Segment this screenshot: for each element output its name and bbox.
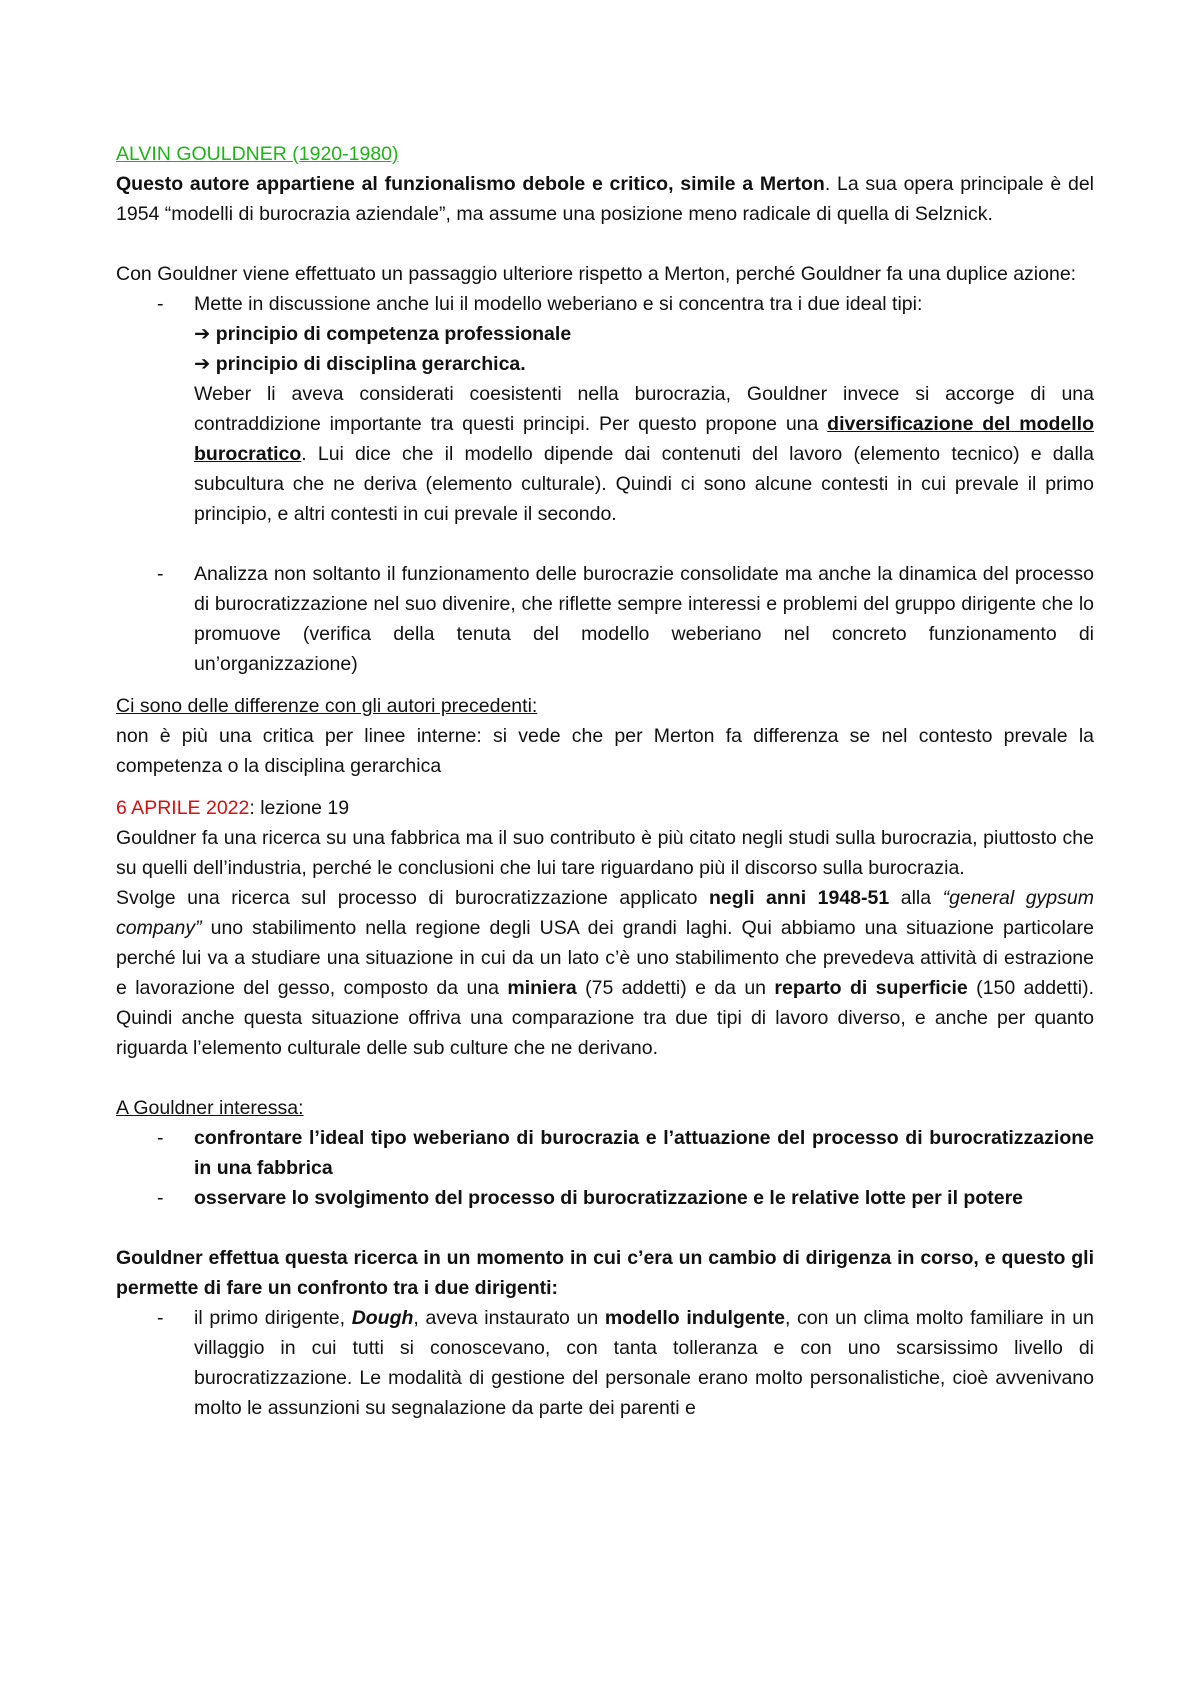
interessa-item-1: confrontare l’ideal tipo weberiano di burocrazia e l’attuazione del processo di burocratizzazione in una fabbrica: [194, 1127, 1094, 1179]
dirigenti-list: [116, 1303, 1094, 1423]
differenze-paragraph: non è più una critica per linee interne: si vede che per Merton fa differenza se nel contesto prevale la competenza o la disciplina gerarchica: [116, 725, 1094, 777]
document-body: [116, 139, 1094, 1423]
diversificazione-text: diversificazione del modello burocratico: [194, 413, 1094, 465]
weber-text-a: Weber li aveva considerati coesistenti nella burocrazia, Gouldner invece si accorge di una contraddizione importante tra questi principi. Per questo propone una: [194, 383, 1094, 435]
svolge-miniera: miniera: [507, 977, 577, 999]
lesson-date: 6 APRILE 2022: [116, 797, 250, 819]
passaggio-paragraph: Con Gouldner viene effettuato un passaggio ulteriore rispetto a Merton, perché Gouldner fa una duplice azione:: [116, 263, 1077, 285]
fabbrica-paragraph: Gouldner fa una ricerca su una fabbrica ma il suo contributo è più citato negli studi sulla burocrazia, piuttosto che su quelli dell’industria, perché le conclusioni che lui tare riguardano più il discorso sulla burocrazia.: [116, 827, 1094, 879]
svolge-g: (75 addetti) e da un: [576, 977, 775, 999]
arrow-line-disciplina: [194, 349, 1094, 379]
lesson-line: [116, 793, 1094, 823]
title-text: ALVIN GOULDNER (1920-1980): [116, 143, 399, 165]
arrow-text-disciplina: principio di disciplina gerarchica.: [215, 353, 526, 375]
effettua-paragraph: [116, 1243, 1094, 1303]
bullet-dash: -: [157, 1307, 164, 1329]
dirigente-c: , aveva instaurato un: [413, 1307, 605, 1329]
interessa-heading-text: A Gouldner interessa:: [116, 1097, 304, 1119]
item2-text: Analizza non soltanto il funzionamento delle burocrazie consolidate ma anche la dinamica del processo di burocratizzazione nel suo divenire, che riflette sempre interessi e problemi del gruppo dirigente che lo promuove (verifica della tenuta del modello weberiano nel concreto funzionamento di un’organizzazione): [194, 563, 1094, 675]
svolge-company: “general gypsum company”: [116, 887, 1094, 939]
item1-text: Mette in discussione anche lui il modello weberiano e si concentra tra i due ideal tipi:: [194, 293, 923, 315]
bullet-dash: -: [157, 1127, 164, 1149]
bullet-dash: -: [157, 563, 164, 585]
weber-text-b: . Lui dice che il modello dipende dai contenuti del lavoro (elemento tecnico) e dalla subcultura che ne deriva (elemento culturale). Quindi ci sono alcune contesti in cui prevale il primo principio, e altri contesti in cui prevale il secondo.: [194, 443, 1094, 525]
intro-bold: Questo autore appartiene al funzionalismo debole e critico, simile a Merton: [116, 173, 825, 195]
list-item: [116, 1183, 1094, 1213]
lesson-label: : lezione 19: [249, 797, 350, 819]
azioni-list: [116, 289, 1094, 529]
list-item: [116, 1303, 1094, 1423]
arrow-text-competenza: principio di competenza professionale: [215, 323, 572, 345]
svolge-reparto: reparto di superficie: [774, 977, 968, 999]
interessa-list: [116, 1123, 1094, 1213]
interessa-item-2: osservare lo svolgimento del processo di burocratizzazione e le relative lotte per il potere: [194, 1187, 1024, 1209]
document-title: [116, 139, 1094, 169]
svolge-i: (150 addetti). Quindi anche questa situazione offriva una comparazione tra due tipi di lavoro diverso, e anche per quanto riguarda l’elemento culturale delle sub culture che ne derivano.: [116, 977, 1094, 1059]
svolge-e: uno stabilimento nella regione degli USA dei grandi laghi. Qui abbiamo una situazione particolare perché lui va a studiare una situazione in cui da un lato c’è uno stabilimento che prevedeva attività di estrazione e lavorazione del gesso, composto da una: [116, 917, 1094, 999]
bullet-dash: -: [157, 1187, 164, 1209]
list-item: [116, 559, 1094, 679]
weber-paragraph: [194, 379, 1094, 529]
svolge-paragraph: [116, 883, 1094, 1063]
intro-rest: . La sua opera principale è del 1954 “modelli di burocrazia aziendale”, ma assume una posizione meno radicale di quella di Selznick.: [116, 173, 1094, 225]
svolge-a: Svolge una ricerca sul processo di burocratizzazione applicato: [116, 887, 709, 909]
differenze-heading: [116, 691, 1094, 721]
arrow-icon: ➔: [194, 353, 211, 375]
svolge-anni: negli anni 1948-51: [709, 887, 890, 909]
dirigente-modello: modello indulgente: [604, 1307, 785, 1329]
dirigente-e: , con un clima molto familiare in un villaggio in cui tutti si conoscevano, con tanta tolleranza e con uno scarsissimo livello di burocratizzazione. Le modalità di gestione del personale erano molto personalistiche, cioè avvenivano molto le assunzioni su segnalazione da parte dei parenti e: [194, 1307, 1094, 1419]
dirigente-dough: Dough: [351, 1307, 414, 1329]
list-item: [116, 289, 1094, 529]
differenze-heading-text: Ci sono delle differenze con gli autori precedenti:: [116, 695, 538, 717]
interessa-heading: [116, 1093, 1094, 1123]
list-item: [116, 1123, 1094, 1183]
intro-paragraph: [116, 169, 1094, 229]
bullet-dash: -: [157, 293, 164, 315]
svolge-c: alla: [889, 887, 943, 909]
arrow-icon: ➔: [194, 323, 211, 345]
effettua-text: Gouldner effettua questa ricerca in un momento in cui c’era un cambio di dirigenza in corso, e questo gli permette di fare un confronto tra i due dirigenti:: [116, 1247, 1094, 1299]
azioni-list-2: [116, 559, 1094, 679]
arrow-line-competenza: [194, 319, 1094, 349]
dirigente-a: il primo dirigente,: [194, 1307, 352, 1329]
